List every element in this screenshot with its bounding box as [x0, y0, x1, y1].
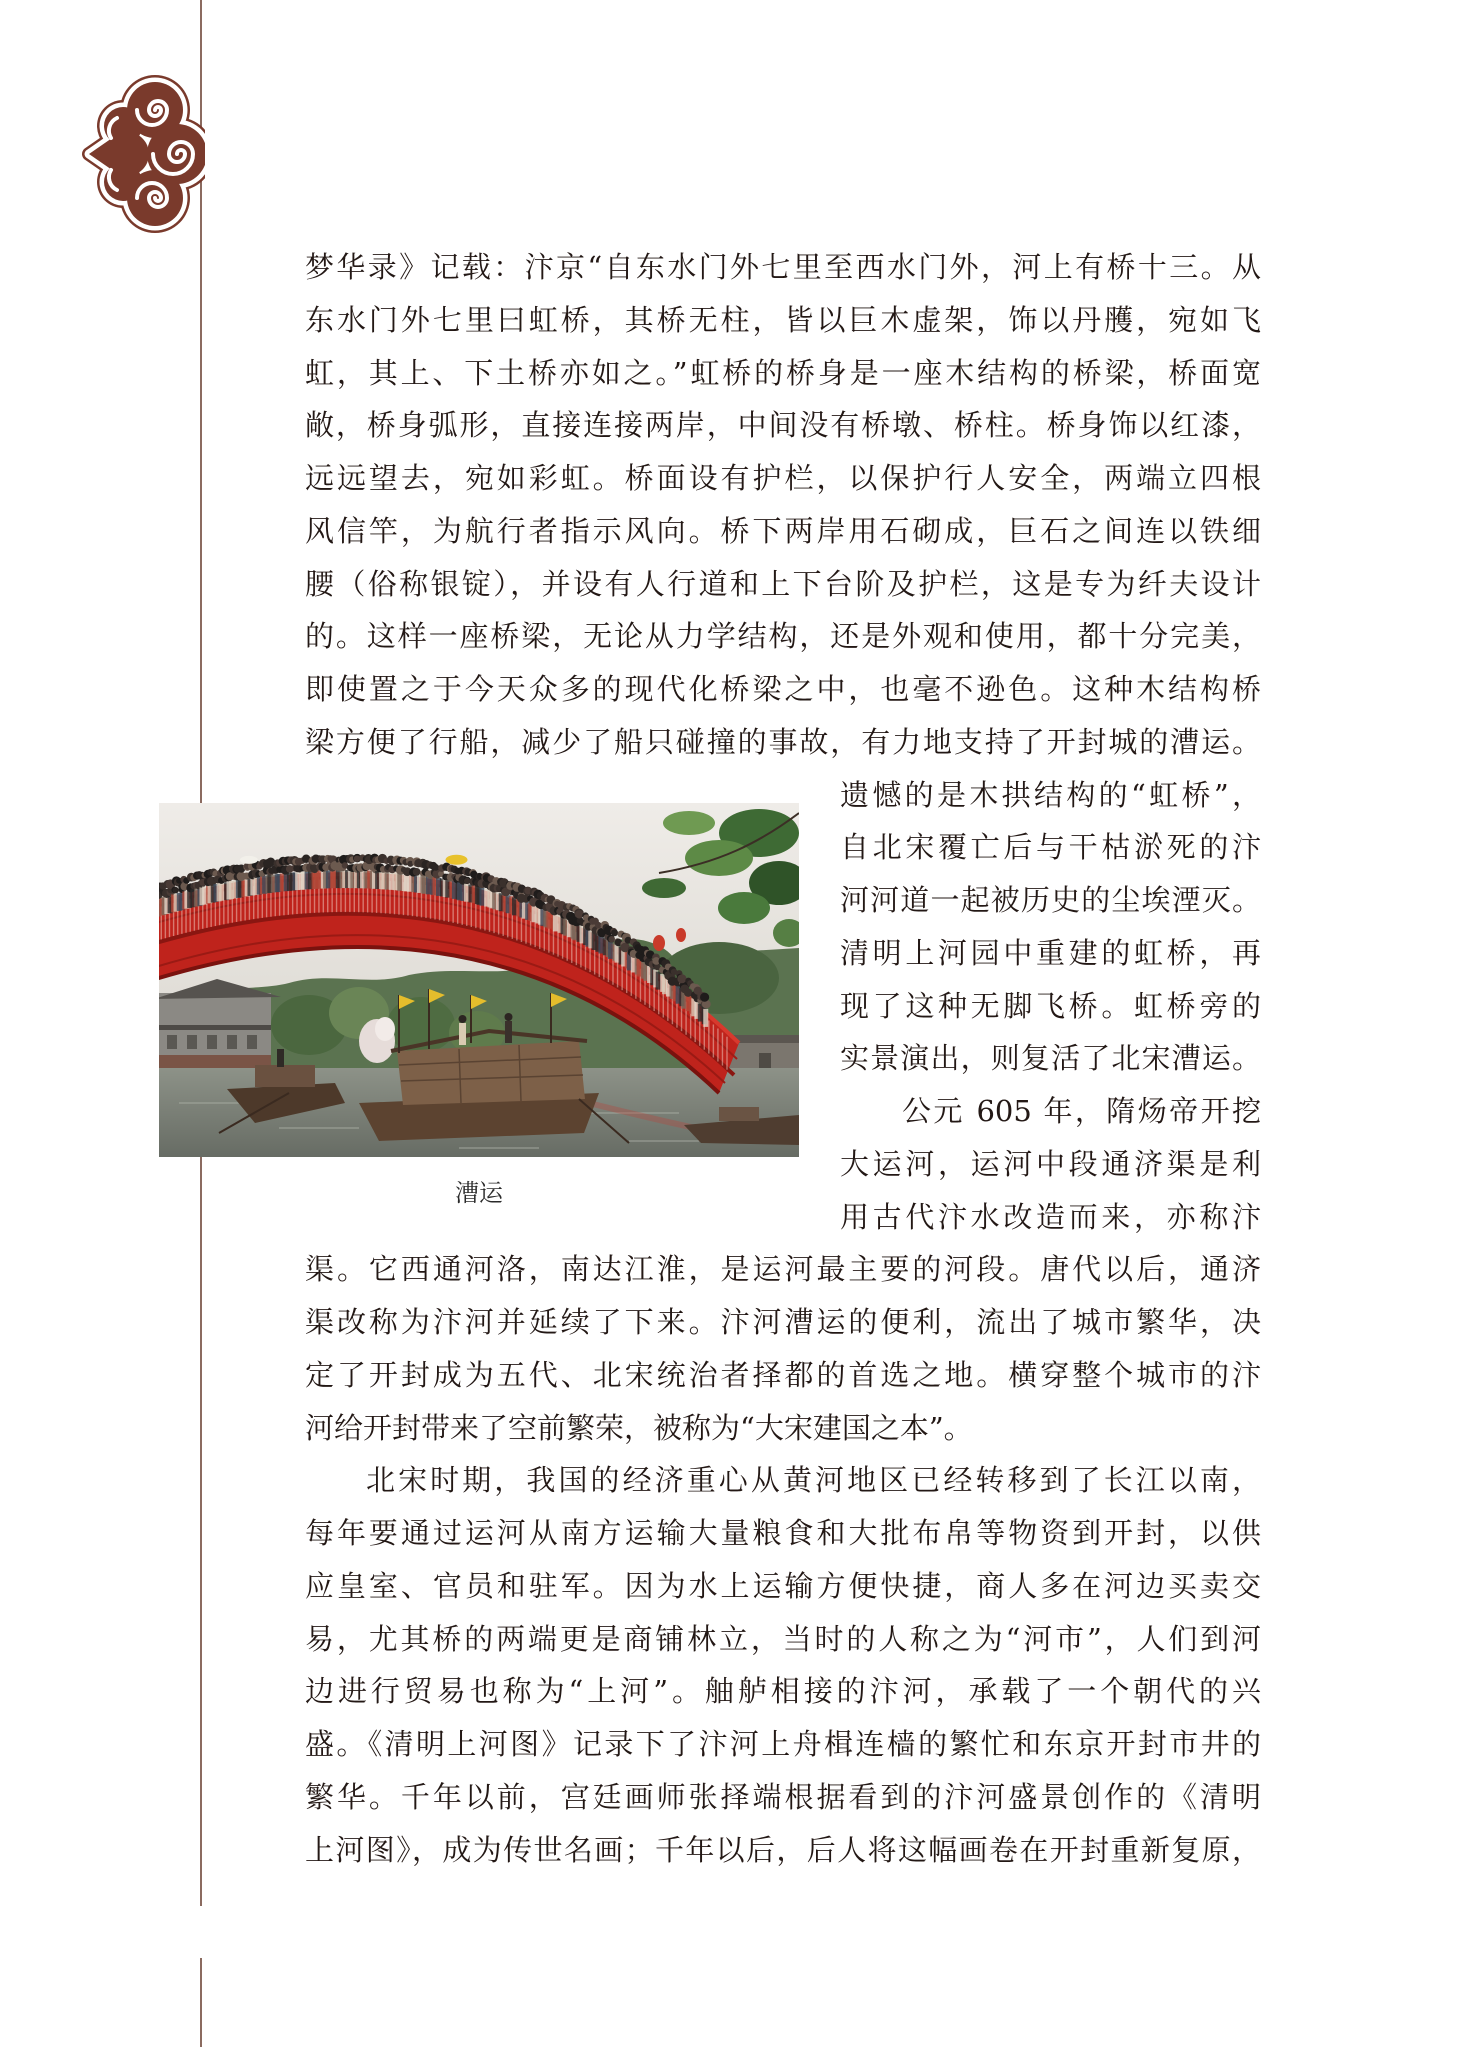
crowd-person: [598, 935, 603, 953]
crowd-umbrella: [240, 856, 258, 864]
paragraph-end-line: 河给开封带来了空前繁荣，被称为“大宋建国之本”。: [305, 1410, 973, 1445]
text-line: 应皇室、官员和驻军。因为水上运输方便快捷，商人多在河边买卖交: [305, 1568, 1261, 1603]
crowd-person: [464, 884, 469, 902]
text-line-beside-photo: 清明上河园中重建的虹桥，再: [840, 935, 1261, 970]
text-line: 腰（俗称银锭），并设有人行道和上下台阶及护栏，这是专为纤夫设计: [305, 566, 1261, 601]
crowd-person: [173, 887, 179, 893]
crowd-person: [553, 913, 558, 931]
paragraph-start-line: 北宋时期，我国的经济重心从黄河地区已经转移到了长江以南，: [366, 1463, 1261, 1498]
building-left: [159, 979, 281, 1071]
paragraph-start-line: 公元 605 年，隋炀帝开挖: [902, 1094, 1261, 1128]
text-line: 梁方便了行船，减少了船只碰撞的事故，有力地支持了开封城的漕运。: [305, 724, 1261, 759]
crowd-person: [608, 941, 613, 959]
text-line: 边进行贸易也称为“上河”。舳舻相接的汴河，承载了一个朝代的兴: [305, 1674, 1261, 1709]
text-line: 易，尤其桥的两端更是商铺林立，当时的人称之为“河市”，人们到河: [305, 1621, 1261, 1656]
text-line-beside-photo: 自北宋覆亡后与干枯淤死的汴: [840, 830, 1261, 865]
text-line-beside-photo: 大运河，运河中段通济渠是利: [840, 1146, 1261, 1181]
photo-caption: 漕运: [455, 1179, 503, 1207]
text-line-beside-photo: 实景演出，则复活了北宋漕运。: [840, 1041, 1261, 1076]
text-line: 梦华录》记载：汴京“自东水门外七里至西水门外，河上有桥十三。从: [305, 250, 1261, 284]
text-line: 虹，其上、下土桥亦如之。”虹桥的桥身是一座木结构的桥梁，桥面宽: [305, 355, 1261, 390]
crowd-person: [397, 873, 402, 891]
text-line: 上河图》，成为传世名画；千年以后，后人将这幅画卷在开封重新复原，: [305, 1832, 1261, 1867]
crowd-person: [479, 888, 484, 906]
crowd-person: [354, 855, 360, 861]
crowd-person: [464, 878, 470, 884]
text-line: 每年要通过运河从南方运输大量粮食和大批布帛等物资到开封，以供: [305, 1516, 1261, 1550]
crowd-person: [656, 972, 661, 990]
text-line: 盛。《清明上河图》记录下了汴河上舟楫连樯的繁忙和东京开封市井的: [305, 1727, 1261, 1761]
text-line: 远远望去，宛如彩虹。桥面设有护栏，以保护行人安全，两端立四根: [305, 461, 1261, 495]
crowd-person: [677, 974, 686, 983]
crowd-person: [700, 993, 709, 1002]
text-line: 定了开封成为五代、北宋统治者择都的首选之地。横穿整个城市的汴: [305, 1357, 1261, 1392]
page-rule-bottom: [200, 1958, 202, 2047]
text-line: 东水门外七里曰虹桥，其桥无柱，皆以巨木虚架，饰以丹雘，宛如飞: [305, 302, 1261, 337]
crowd-person: [219, 883, 224, 901]
text-line: 渠改称为汴河并延续了下来。汴河漕运的便利，流出了城市繁华，决: [305, 1305, 1261, 1339]
crowd-person: [608, 936, 615, 943]
crowd-person: [703, 1009, 708, 1027]
text-line: 繁华。千年以前，宫廷画师张择端根据看到的汴河盛景创作的《清明: [305, 1779, 1261, 1814]
text-line-beside-photo: 遗憾的是木拱结构的“虹桥”，: [840, 777, 1261, 812]
text-line-beside-photo: 用古代汴水改造而来，亦称汴: [840, 1199, 1261, 1234]
crowd-person: [611, 929, 618, 936]
text-line: 风信竿，为航行者指示风向。桥下两岸用石砌成，巨石之间连以铁细: [305, 513, 1261, 548]
text-line-beside-photo: 河河道一起被历史的尘埃湮灭。: [840, 883, 1261, 917]
ruyi-cloud-icon: [77, 72, 205, 235]
rainbow-bridge-photo: [159, 803, 799, 1157]
text-line-beside-photo: 现了这种无脚飞桥。虹桥旁的: [840, 988, 1261, 1023]
text-line: 即使置之于今天众多的现代化桥梁之中，也毫不逊色。这种木结构桥: [305, 672, 1261, 706]
text-line: 的。这样一座桥梁，无论从力学结构，还是外观和使用，都十分完美，: [305, 619, 1261, 654]
crowd-person: [575, 910, 583, 918]
crowd-person: [413, 868, 421, 876]
crowd-umbrella: [446, 855, 468, 865]
crowd-person: [407, 874, 412, 892]
text-line: 敞，桥身弧形，直接连接两岸，中间没有桥墩、桥柱。桥身饰以红漆，: [305, 408, 1261, 443]
crowd-person: [432, 864, 439, 871]
crowd-person: [331, 870, 336, 888]
text-line: 渠。它西通河洛，南达江淮，是运河最主要的河段。唐代以后，通济: [305, 1252, 1261, 1287]
